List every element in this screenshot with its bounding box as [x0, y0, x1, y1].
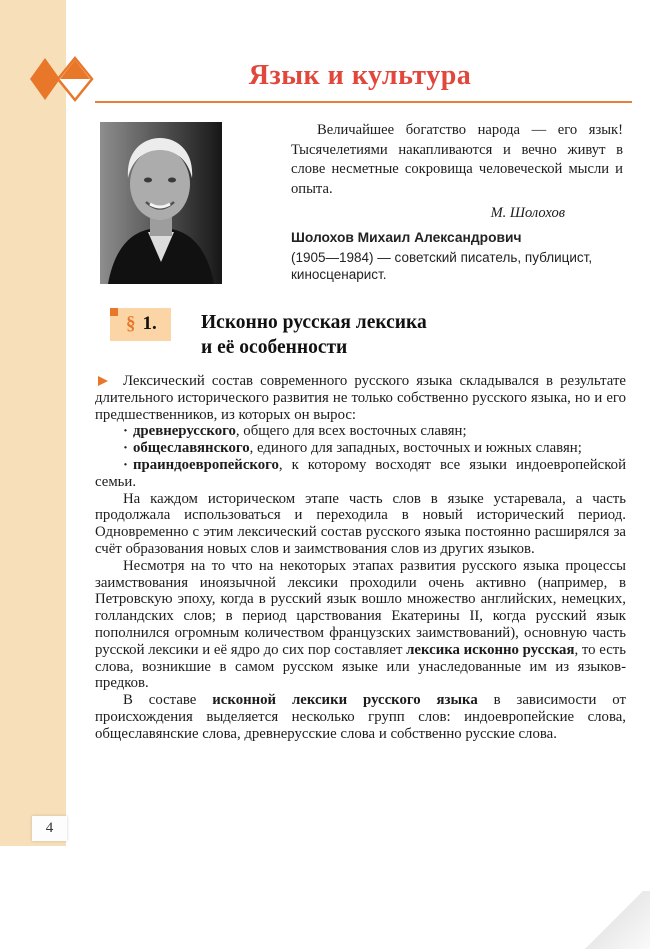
- body-text: [95, 373, 626, 743]
- section-number-box: [110, 308, 171, 341]
- author-bio: [291, 229, 623, 283]
- text-run: Несмотря на то что на некоторых этапах развития русского языка процессы заимствования иноязычной лексики проходили очень активно (например, в Петровскую эпоху, когда в русский язык вошло множество английских, немецких, голландских слов; в период царствования Екатерины II, когда русский язык пополнился огромным количеством французских заимствований), основную часть русской лексики и её ядро до сих пор составляет: [95, 557, 626, 658]
- list-item: [95, 457, 626, 491]
- emphasized-term: исконной лексики русского языка: [212, 692, 478, 709]
- page-curl: [565, 891, 650, 949]
- section-number: 1.: [142, 313, 157, 334]
- text-run: На каждом историческом этапе часть слов в языке устаревала, а часть продолжала использоваться и переходила в новый исторический период. Одновременно с этим лексический состав русского языка постоянно расширялся за счёт образования новых слов и заимствования слов из других языков.: [95, 490, 626, 557]
- list-bullet-icon: ·: [123, 423, 128, 440]
- section-corner-mark-icon: [110, 308, 118, 316]
- text-run: Лексический состав современного русского языка складывался в результате длительного исторического развития не только собственно русского языка, но и его предшественников, из которых он вырос:: [95, 373, 626, 423]
- chapter-title: Язык и культура: [248, 60, 472, 91]
- list-bullet-icon: ·: [123, 456, 128, 473]
- emphasized-term: лексика исконно русская: [406, 641, 575, 658]
- list-item: [95, 423, 626, 440]
- text-run: , общего для всех восточных славян;: [235, 423, 467, 440]
- bio-details: (1905—1984) — советский писатель, публицист, киносценарист.: [291, 250, 593, 282]
- emphasized-term: праиндоевропейского: [132, 456, 279, 473]
- list-item: [95, 440, 626, 457]
- paragraph-marker-icon: [98, 376, 108, 386]
- section-title-line1: Исконно русская лексика: [201, 312, 427, 333]
- section-title: [201, 310, 427, 360]
- list-bullet-icon: ·: [123, 440, 128, 457]
- author-photo-illustration: [100, 122, 222, 284]
- paragraph: [95, 692, 626, 742]
- text-run: , то есть слова, возникшие в самом русском языке или унаследованные им из языков-предков.: [95, 641, 626, 692]
- bio-name: Шолохов Михаил Александрович: [291, 230, 522, 245]
- paragraph-sign: §: [126, 313, 136, 334]
- emphasized-term: древнерусского: [132, 423, 236, 440]
- margin-strip: [0, 0, 66, 846]
- text-run: В составе: [123, 692, 213, 709]
- paragraph: [95, 373, 626, 423]
- paragraph: [95, 491, 626, 558]
- text-run: , к которому восходят все языки индоевропейской семьи.: [95, 456, 626, 490]
- paragraph: [95, 558, 626, 692]
- section-title-line2: и её особенности: [201, 337, 348, 358]
- page-number: 4: [32, 816, 67, 841]
- author-photo: [100, 122, 222, 284]
- text-run: , единого для западных, восточных и южных славян;: [249, 440, 582, 457]
- title-rule: [95, 101, 632, 103]
- text-run: в зависимости от происхождения выделяется несколько групп слов: индоевропейские слова, общеславянские слова, древнерусские слова и собственно русские слова.: [95, 692, 626, 742]
- epigraph: [291, 121, 623, 224]
- epigraph-author: М. Шолохов: [490, 205, 565, 221]
- emphasized-term: общеславянского: [132, 440, 250, 457]
- chapter-diamonds-icon: [28, 56, 94, 102]
- epigraph-text: Величайшее богатство народа — его язык! Тысячелетиями накапливаются и вечно живут в слове несметные сокровища человеческой мысли и опыта.: [291, 122, 623, 197]
